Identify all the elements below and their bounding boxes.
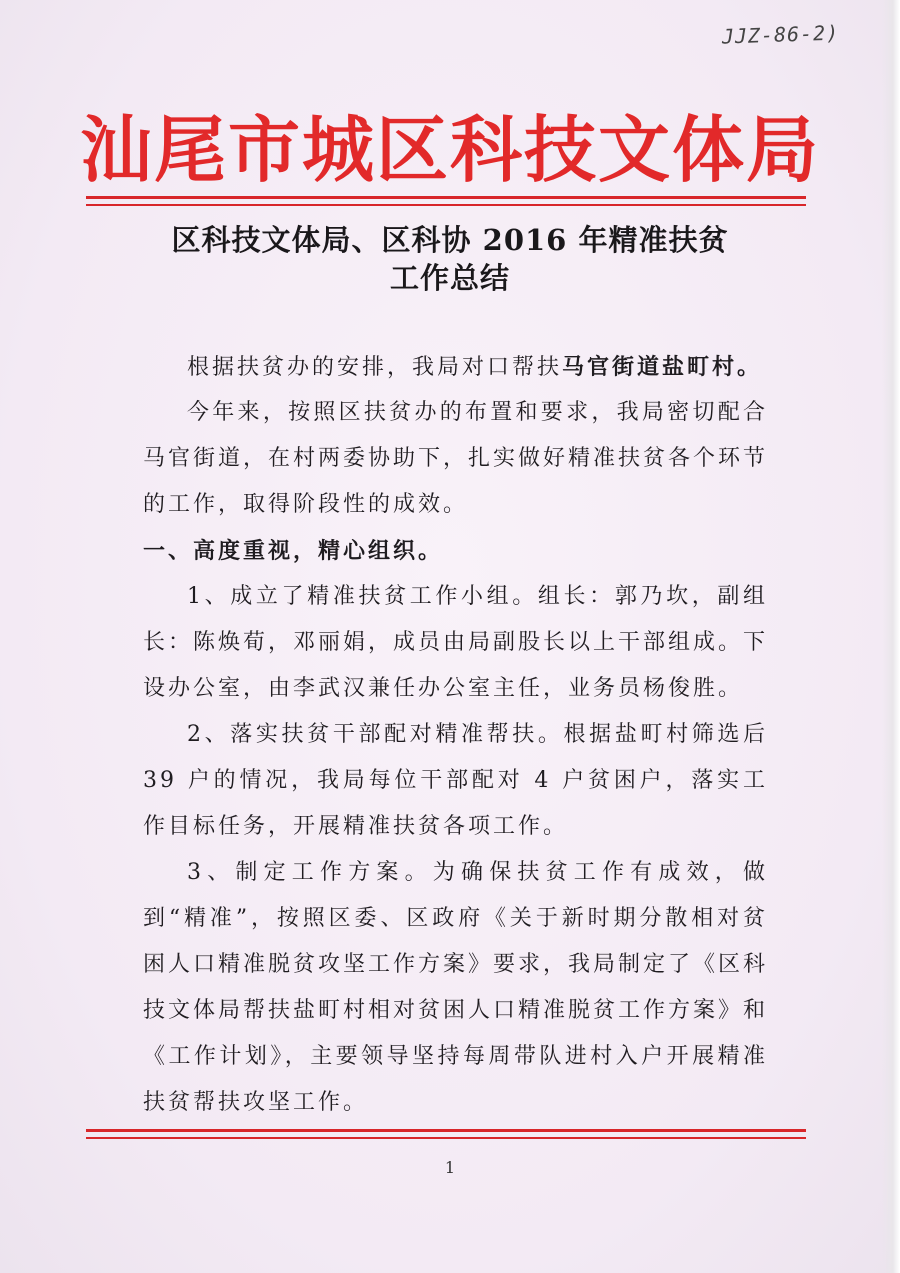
footer-rule-thin — [86, 1137, 806, 1139]
letterhead-title: 汕尾市城区科技文体局 — [80, 107, 821, 192]
document-title-line-1: 区科技文体局、区科协 2016 年精准扶贫 — [171, 223, 729, 257]
paragraph-overview: 今年来，按照区扶贫办的布置和要求，我局密切配合马官街道，在村两委协助下，扎实做好精准扶贫各个环节的工作，取得阶段性的成效。 — [143, 400, 769, 517]
assisted-village-name: 马官街道盐町村。 — [562, 354, 763, 380]
paragraph-item-3: 3、制定工作方案。为确保扶贫工作有成效，做到“精准”，按照区委、区政府《关于新时期分散相对贫困人口精准脱贫攻坚工作方案》要求，我局制定了《区科技文体局帮扶盐町村相对贫困人口精准脱贫工作方案》和《工作计划》，主要领导坚持每周带队进村入户开展精准扶贫帮扶攻坚工作。 — [143, 860, 769, 1115]
handwritten-document-code: JJZ-86-2) — [721, 20, 840, 49]
footer-rule-thick — [86, 1129, 806, 1132]
paragraph-item-2: 2、落实扶贫干部配对精准帮扶。根据盐町村筛选后 39 户的情况，我局每位干部配对 4 户贫困户，落实工作目标任务，开展精准扶贫各项工作。 — [143, 722, 768, 839]
section-heading-1: 一、高度重视，精心组织。 — [143, 538, 444, 564]
paragraph-intro — [143, 344, 768, 391]
document-title-line-2: 工作总结 — [389, 261, 510, 295]
paragraph-intro-text: 根据扶贫办的安排，我局对口帮扶 — [187, 355, 563, 380]
letterhead-rule-thin — [86, 204, 806, 206]
paragraph-item-1: 1、成立了精准扶贫工作小组。组长：郭乃坎，副组长：陈焕荀，邓丽娟，成员由局副股长以上干部组成。下设办公室，由李武汉兼任办公室主任，业务员杨俊胜。 — [143, 584, 769, 701]
page-number: 1 — [444, 1158, 456, 1177]
scan-edge — [882, 0, 900, 1273]
letterhead-rule-thick — [86, 196, 806, 199]
